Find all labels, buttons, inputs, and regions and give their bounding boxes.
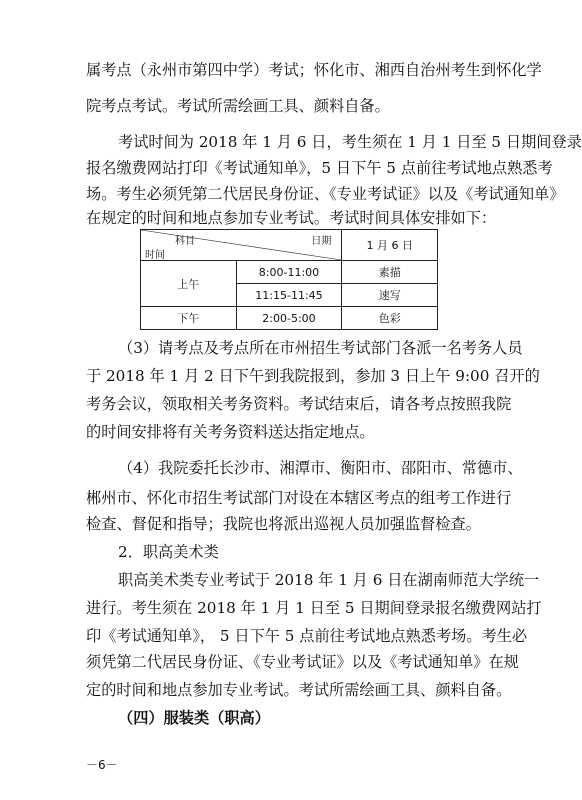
page-number: －6－ xyxy=(86,758,118,772)
subject-cell: 色彩 xyxy=(342,307,438,330)
text-line: 于 2018 年 1 月 2 日下午到我院报到，参加 3 日上午 9:00 召开的 xyxy=(86,367,540,385)
table-row xyxy=(141,261,438,284)
time-cell: 2:00-5:00 xyxy=(236,307,342,330)
time-cell: 11:15-11:45 xyxy=(236,284,342,307)
period-cell: 下午 xyxy=(141,307,237,330)
text-line: 郴州市、怀化市招生考试部门对设在本辖区考点的组考工作进行 xyxy=(86,489,512,507)
subject-cell: 速写 xyxy=(342,284,438,307)
text-line: （4）我院委托长沙市、湘潭市、衡阳市、邵阳市、常德市、 xyxy=(118,459,523,477)
header-date-label: 日期 xyxy=(311,236,332,247)
text-line: 在规定的时间和地点参加专业考试。考试时间具体安排如下： xyxy=(86,209,497,227)
period-cell: 上午 xyxy=(141,261,237,307)
text-line: 定的时间和地点参加专业考试。考试所需绘画工具、颜料自备。 xyxy=(86,681,512,699)
header-day-cell: 1 月 6 日 xyxy=(342,230,438,261)
time-cell: 8:00-11:00 xyxy=(236,261,342,284)
text-line: 须凭第二代居民身份证、《专业考试证》以及《考试通知单》在规 xyxy=(86,653,519,671)
table-row xyxy=(141,307,438,330)
diagonal-header-cell xyxy=(141,230,342,261)
section-heading: 2．职高美术类 xyxy=(118,543,219,561)
section-heading: （四）服装类（职高） xyxy=(118,709,270,727)
text-line: 进行。考生须在 2018 年 1 月 1 日至 5 日期间登录报名缴费网站打 xyxy=(86,599,542,617)
subject-cell: 素描 xyxy=(342,261,438,284)
text-line: 考务会议，领取相关考务资料。考试结束后，请各考点按照我院 xyxy=(86,395,512,413)
header-subject-label: 科目 xyxy=(175,236,195,247)
text-line: 职高美术类专业考试于 2018 年 1 月 6 日在湖南师范大学统一 xyxy=(118,571,540,589)
header-time-label: 时间 xyxy=(145,250,165,261)
text-line: 印《考试通知单》， 5 日下午 5 点前往考试地点熟悉考场。考生必 xyxy=(86,627,528,645)
text-line: 报名缴费网站打印《考试通知单》，5 日下午 5 点前往考试地点熟悉考 xyxy=(86,159,553,177)
text-line: 考试时间为 2018 年 1 月 6 日，考生须在 1 月 1 日至 5 日期间登录 xyxy=(118,133,582,151)
text-line: 的时间安排将有关考务资料送达指定地点。 xyxy=(86,423,375,441)
text-line: （3）请考点及考点所在市州招生考试部门各派一名考务人员 xyxy=(118,339,523,357)
exam-schedule-table xyxy=(140,229,438,330)
text-line: 院考点考试。考试所需绘画工具、颜料自备。 xyxy=(86,97,390,115)
text-line: 检查、督促和指导；我院也将派出巡视人员加强监督检查。 xyxy=(86,515,481,533)
table-header-row xyxy=(141,230,438,261)
text-line: 场。考生必须凭第二代居民身份证、《专业考试证》以及《考试通知单》 xyxy=(86,185,565,203)
text-line: 属考点（永州市第四中学）考试；怀化市、湘西自治州考生到怀化学 xyxy=(86,61,542,79)
